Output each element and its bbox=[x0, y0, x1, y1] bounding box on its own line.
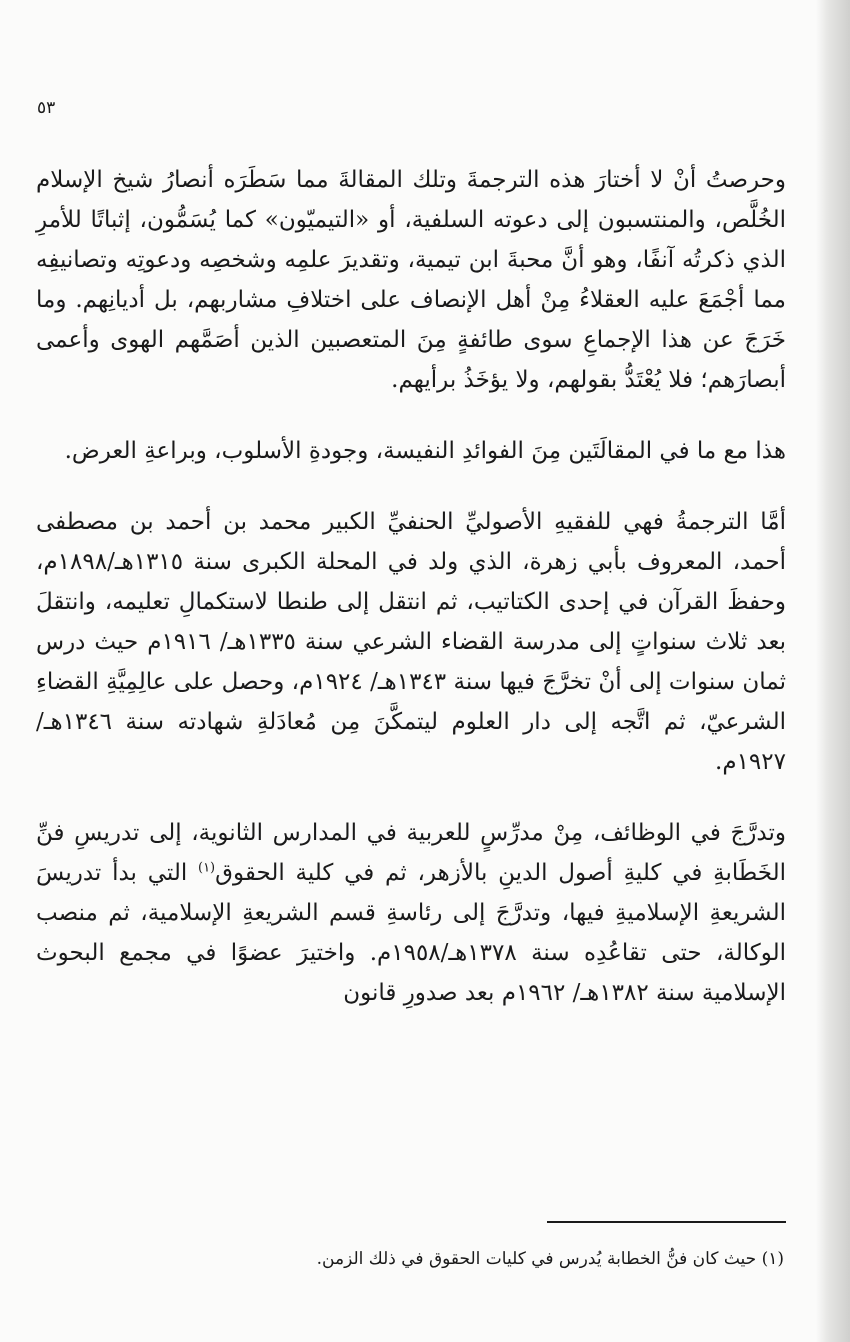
footnote-marker[interactable]: (١) bbox=[197, 860, 216, 876]
paragraph-2: هذا مع ما في المقالَتَين مِنَ الفوائدِ النفيسة، وجودةِ الأسلوب، وبراعةِ العرض. bbox=[64, 438, 786, 464]
paragraph-4-start: وتدرَّجَ في الوظائف، مِنْ مدرِّسٍ للعربية في المدارس الثانوية، إلى تدريسِ فنِّ الخَطَابةِ في كليةِ أصول الدينِ بالأزهر، ثم في كلية الحقوق bbox=[36, 820, 786, 886]
main-text bbox=[36, 160, 786, 1044]
scan-shadow-edge bbox=[816, 0, 850, 1342]
page-number: ٥٣ bbox=[37, 98, 56, 118]
footnote-text: (١) حيث كان فنُّ الخطابة يُدرس في كليات الحقوق في ذلك الزمن. bbox=[316, 1249, 784, 1269]
paragraph-4 bbox=[36, 813, 786, 1013]
footnote-separator bbox=[547, 1221, 786, 1223]
paragraph-1: وحرصتُ أنْ لا أختارَ هذه الترجمةَ وتلك المقالةَ مما سَطَرَه أنصارُ شيخ الإسلام الخُلَّص، والمنتسبون إلى دعوته السلفية، أو «التيميّون» كما يُسَمُّون، إثباتًا للأمرِ الذي ذكرتُه آنفًا، وهو أنَّ محبةَ ابن تيمية، وتقديرَ علمِه وشخصِه ودعوتِه وتصانيفِه مما أجْمَعَ عليه العقلاءُ مِنْ أهل الإنصاف على اختلافِ مشاربهم، بل أديانِهم. وما خَرَجَ عن هذا الإجماعِ سوى طائفةٍ مِنَ المتعصبين الذين أصَمَّهم الهوى وأعمى أبصارَهم؛ فلا يُعْتَدُّ بقولهم، ولا يؤخَذُ برأيهم. bbox=[36, 167, 786, 393]
paragraph-3: أمَّا الترجمةُ فهي للفقيهِ الأصوليِّ الحنفيِّ الكبير محمد بن أحمد بن مصطفى أحمد، المعروف بأبي زهرة، الذي ولد في المحلة الكبرى سنة ١٣١٥هـ/١٨٩٨م، وحفظَ القرآن في إحدى الكتاتيب، ثم انتقل إلى طنطا لاستكمالِ تعليمه، وانتقلَ بعد ثلاث سنواتٍ إلى مدرسة القضاء الشرعي سنة ١٣٣٥هـ/ ١٩١٦م حيث درس ثمان سنوات إلى أنْ تخرَّجَ فيها سنة ١٣٤٣هـ/ ١٩٢٤م، وحصل على عالِمِيَّةِ القضاءِ الشرعيّ، ثم اتَّجه إلى دار العلوم ليتمكَّنَ مِن مُعادَلةِ شهادته سنة ١٣٤٦هـ/ ١٩٢٧م. bbox=[36, 509, 786, 775]
paragraph-4-end: التي بدأ تدريسَ الشريعةِ الإسلاميةِ فيها، وتدرَّجَ إلى رئاسةِ قسم الشريعةِ الإسلامية، ثم منصب الوكالة، حتى تقاعُدِه سنة ١٣٧٨هـ/١٩٥٨م. واختيرَ عضوًا في مجمع البحوث الإسلامية سنة ١٣٨٢هـ/ ١٩٦٢م بعد صدورِ قانون bbox=[36, 860, 786, 1006]
